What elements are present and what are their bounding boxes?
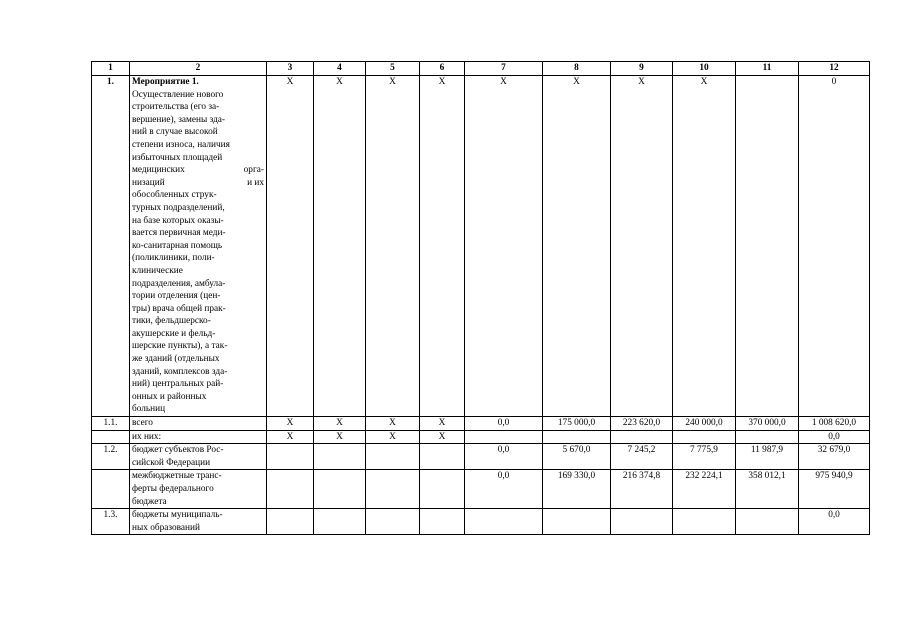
table-cell: 169 330,0 — [543, 470, 611, 509]
event-description-line: клинические — [132, 265, 183, 276]
row-label-line: сийской Федерации — [132, 457, 211, 468]
table-cell — [314, 509, 366, 535]
event-description-word: низаций — [132, 177, 165, 188]
header-cell-7: 7 — [465, 62, 543, 76]
event-description-line: на базе которых оказы- — [132, 215, 224, 226]
table-cell: 0,0 — [799, 509, 870, 535]
row-label-line: бюджет субъектов Рос- — [132, 445, 224, 456]
table-row — [92, 509, 870, 535]
table-cell: 7 245,2 — [611, 444, 673, 470]
header-cell-11: 11 — [736, 62, 799, 76]
table-cell — [420, 470, 465, 509]
header-cell-3: 3 — [267, 62, 314, 76]
row-label-line: всего — [132, 418, 153, 429]
table-cell: 232 224,1 — [673, 470, 736, 509]
table-cell — [465, 430, 543, 444]
header-cell-2: 2 — [130, 62, 267, 76]
table-cell — [366, 509, 420, 535]
event-description-line: степени износа, наличия — [132, 139, 230, 150]
table-cell: 11 987,9 — [736, 444, 799, 470]
row-label-line: ферты федерального — [132, 484, 214, 494]
event-description-line: избыточных площадей — [132, 152, 223, 163]
event-description-line: шерские пункты), а так- — [132, 341, 228, 352]
event-description-word: и их — [247, 177, 264, 188]
table-cell: 240 000,0 — [673, 417, 736, 431]
table-cell: X — [366, 430, 420, 444]
row-label-line: бюджета — [132, 496, 167, 507]
table-row — [92, 417, 870, 431]
table-cell — [314, 444, 366, 470]
event-description-line: зданий, комплексов зда- — [132, 366, 228, 377]
table-cell: X — [420, 417, 465, 431]
table-cell: 358 012,1 — [736, 470, 799, 509]
table-cell — [673, 430, 736, 444]
header-cell-5: 5 — [366, 62, 420, 76]
table-cell: 5 670,0 — [543, 444, 611, 470]
event-description-line — [132, 177, 264, 190]
table-cell — [267, 509, 314, 535]
table-cell — [267, 444, 314, 470]
table-cell: X — [314, 76, 366, 417]
row-label-line: ных образований — [132, 522, 200, 533]
event-description-line: же зданий (отдельных — [132, 354, 220, 365]
table-cell: X — [673, 76, 736, 417]
event-description-line: ний в случае высокой — [132, 127, 218, 138]
event-description-line: тики, фельдшерско- — [132, 316, 211, 327]
table-cell: 370 000,0 — [736, 417, 799, 431]
table-cell — [366, 470, 420, 509]
event-title: Мероприятие 1. — [132, 77, 199, 87]
row-number — [92, 430, 130, 444]
table-cell: X — [543, 76, 611, 417]
event-description-line: онных и районных — [132, 391, 207, 402]
table-cell: 0,0 — [465, 417, 543, 431]
row-label-line: межбюджетные транс- — [132, 471, 222, 482]
table-cell — [736, 509, 799, 535]
event-description-word: орга- — [243, 165, 264, 176]
row-label-line: бюджеты муниципаль- — [132, 510, 223, 521]
event-description-line: вается первичная меди- — [132, 228, 226, 239]
table-cell: X — [267, 430, 314, 444]
table-cell — [543, 430, 611, 444]
event-description-line: подразделения, амбула- — [132, 278, 226, 289]
table-row — [92, 444, 870, 470]
event-description-line: вершение), замены зда- — [132, 114, 226, 125]
header-cell-8: 8 — [543, 62, 611, 76]
table-cell — [736, 76, 799, 417]
table-cell: X — [465, 76, 543, 417]
header-cell-6: 6 — [420, 62, 465, 76]
table-cell: X — [611, 76, 673, 417]
table-cell: X — [420, 76, 465, 417]
table-cell — [366, 444, 420, 470]
table-row — [92, 430, 870, 444]
row-label — [130, 470, 267, 509]
event-description-line: Осуществление нового — [132, 89, 224, 100]
table-cell: 223 620,0 — [611, 417, 673, 431]
table-cell: X — [314, 417, 366, 431]
header-cell-9: 9 — [611, 62, 673, 76]
table-cell — [673, 509, 736, 535]
table-row — [92, 470, 870, 509]
header-cell-4: 4 — [314, 62, 366, 76]
row-label-line: их них: — [132, 431, 162, 442]
event-description-line: тры) врача общей прак- — [132, 303, 226, 314]
row-number: 1.3. — [92, 509, 130, 535]
row-number: 1.2. — [92, 444, 130, 470]
budget-table — [91, 61, 870, 535]
table-cell: X — [267, 76, 314, 417]
header-cell-10: 10 — [673, 62, 736, 76]
row-label — [130, 509, 267, 535]
row-label — [130, 417, 267, 431]
table-cell: 0,0 — [465, 470, 543, 509]
header-cell-1: 1 — [92, 62, 130, 76]
event-description-line — [132, 164, 264, 177]
event-description-line: турных подразделений, — [132, 202, 225, 213]
row-number: 1. — [92, 76, 130, 417]
table-cell: 32 679,0 — [799, 444, 870, 470]
row-label — [130, 444, 267, 470]
event-description-line: ний) центральных рай- — [132, 379, 224, 390]
table-cell: 7 775,9 — [673, 444, 736, 470]
table-cell — [314, 470, 366, 509]
table-cell: 0,0 — [465, 444, 543, 470]
header-cell-12: 12 — [799, 62, 870, 76]
table-body — [92, 62, 870, 535]
table-cell: X — [267, 417, 314, 431]
table-cell: X — [314, 430, 366, 444]
event-description-word: медицинских — [132, 165, 185, 176]
table-cell — [267, 470, 314, 509]
table-cell: 0,0 — [799, 430, 870, 444]
event-row — [92, 76, 870, 417]
event-description-line: тории отделения (цен- — [132, 291, 221, 302]
table-cell — [465, 509, 543, 535]
row-number — [92, 470, 130, 509]
event-description-line: ко-санитарная помощь — [132, 240, 223, 251]
row-label — [130, 430, 267, 444]
event-description-line: обособленных струк- — [132, 190, 217, 201]
table-cell: 0 — [799, 76, 870, 417]
table-cell — [420, 444, 465, 470]
table-cell: 216 374,8 — [611, 470, 673, 509]
table-cell: X — [420, 430, 465, 444]
table-cell — [543, 509, 611, 535]
event-description-line: больниц — [132, 404, 166, 415]
table-cell: 975 940,9 — [799, 470, 870, 509]
event-description-line: строительства (его за- — [132, 102, 220, 113]
table-cell — [420, 509, 465, 535]
table-cell: 175 000,0 — [543, 417, 611, 431]
table-cell: X — [366, 76, 420, 417]
table-cell: X — [366, 417, 420, 431]
table-cell — [736, 430, 799, 444]
event-description-line: акушерские и фельд- — [132, 328, 216, 339]
table-cell — [611, 430, 673, 444]
event-description-line: (поликлиники, поли- — [132, 253, 215, 264]
event-description — [130, 76, 267, 417]
row-number: 1.1. — [92, 417, 130, 431]
table-cell: 1 008 620,0 — [799, 417, 870, 431]
table-cell — [611, 509, 673, 535]
header-row — [92, 62, 870, 76]
